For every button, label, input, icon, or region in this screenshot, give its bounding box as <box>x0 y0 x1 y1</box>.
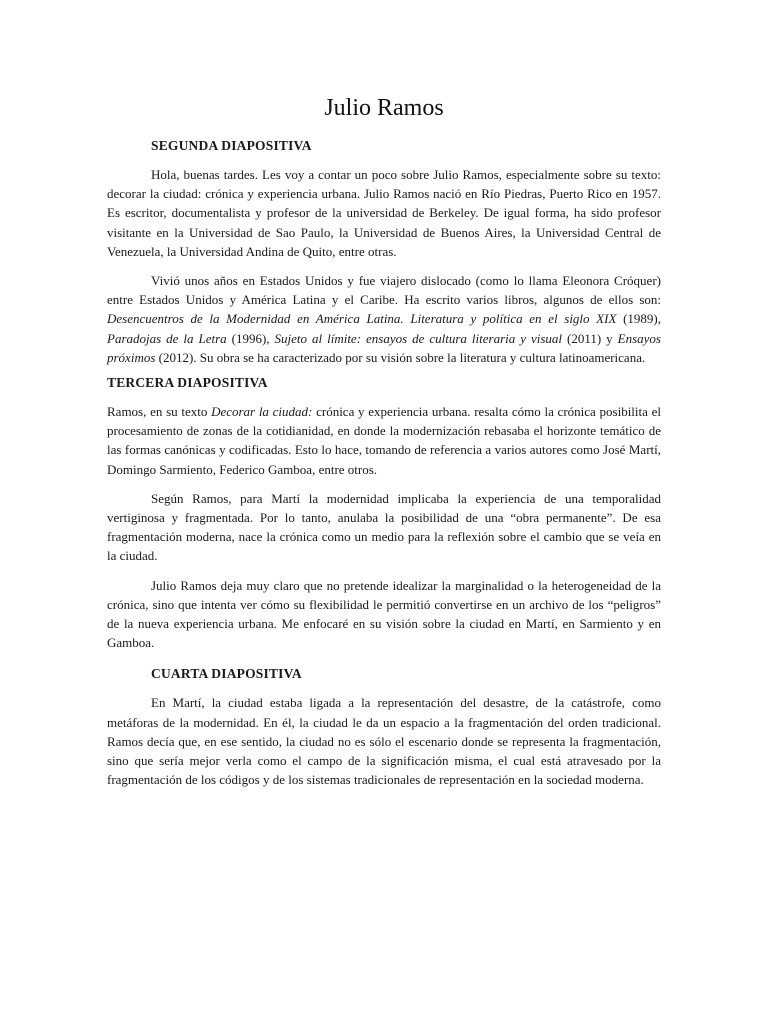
section-cuarta <box>107 664 661 789</box>
document-title: Julio Ramos <box>324 95 444 121</box>
paragraph-text: (2011) y <box>562 330 618 346</box>
paragraph-decorar-la-ciudad <box>107 402 661 479</box>
book-title: Desencuentros de la Modernidad en América Latina. Literatura y política en el siglo XIX <box>107 311 617 327</box>
paragraph-biography <box>107 271 661 367</box>
paragraph-text: crónica y experiencia urbana. resalta cómo la crónica posibilita el procesamiento de zonas de la cotidianidad, en donde la modernización rebasaba el horizonte temático de las formas canónicas y codificadas. Esto lo hace, tomando de referencia a varios autores como José Martí, Domingo Sarmiento, Federico Gamboa, entre otros. <box>107 404 662 477</box>
book-title: Ensayos próximos <box>107 330 661 365</box>
paragraph-text: (2012). Su obra se ha caracterizado por su visión sobre la literatura y cultura latinoamericana. <box>155 349 646 365</box>
paragraph-text: Vivió unos años en Estados Unidos y fue viajero dislocado (como lo llama Eleonora Cróquer) entre Estados Unidos y América Latina y el Caribe. Ha escrito varios libros, algunos de ellos son: <box>107 273 661 308</box>
paragraph-text: Ramos, en su texto <box>107 404 212 420</box>
book-title: Paradojas de la Letra <box>107 330 227 346</box>
paragraph-marti-modernidad: Según Ramos, para Martí la modernidad implicaba la experiencia de una temporalidad vertiginosa y fragmentada. Por lo tanto, anulaba la posibilidad de una “obra permanente”. De esa fragmentación moderna, nace la crónica como un medio para la reflexión sobre el cambio que se veía en la ciudad. <box>107 490 661 564</box>
book-title: Sujeto al límite: ensayos de cultura literaria y visual <box>274 330 563 346</box>
section-heading-tercera: TERCERA DIAPOSITIVA <box>107 375 268 391</box>
paragraph-intro: Hola, buenas tardes. Les voy a contar un poco sobre Julio Ramos, especialmente sobre su texto: decorar la ciudad: crónica y experiencia urbana. Julio Ramos nació en Río Piedras, Puerto Rico en 1957. Es escritor, documentalista y profesor de la universidad de Berkeley. De igual forma, ha sido profesor visitante en la Universidad de Sao Paulo, la Universidad de Buenos Aires, la Universidad Central de Venezuela, la Universidad Andina de Quito, entre otras. <box>107 167 661 259</box>
section-heading-cuarta: CUARTA DIAPOSITIVA <box>151 666 302 682</box>
paragraph-text: (1996), <box>226 330 275 346</box>
work-title: Decorar la ciudad: <box>211 404 313 420</box>
paragraph-text: (1989), <box>616 311 661 327</box>
paragraph-marginalidad: Julio Ramos deja muy claro que no pretende idealizar la marginalidad o la heterogeneidad de la crónica, sino que intenta ver cómo su flexibilidad le permitió convertirse en un archivo de los “peligros” de la nueva experiencia urbana. Me enfocaré en su visión sobre la ciudad en Martí, en Sarmiento y en Gamboa. <box>107 577 661 651</box>
section-segunda <box>107 136 661 367</box>
section-heading-segunda: SEGUNDA DIAPOSITIVA <box>151 138 312 153</box>
document-page <box>107 92 661 789</box>
section-tercera <box>107 373 661 652</box>
paragraph-ciudad-desastre: En Martí, la ciudad estaba ligada a la representación del desastre, de la catástrofe, como metáforas de la modernidad. En él, la ciudad le da un espacio a la fragmentación del orden tradicional. Ramos decía que, en ese sentido, la ciudad no es sólo el escenario donde se representa la fragmentación, sino que sería mejor verla como el campo de la significación misma, el cual está atravesado por la fragmentación de los códigos y de los sistemas tradicionales de representación en la sociedad moderna. <box>107 695 661 788</box>
